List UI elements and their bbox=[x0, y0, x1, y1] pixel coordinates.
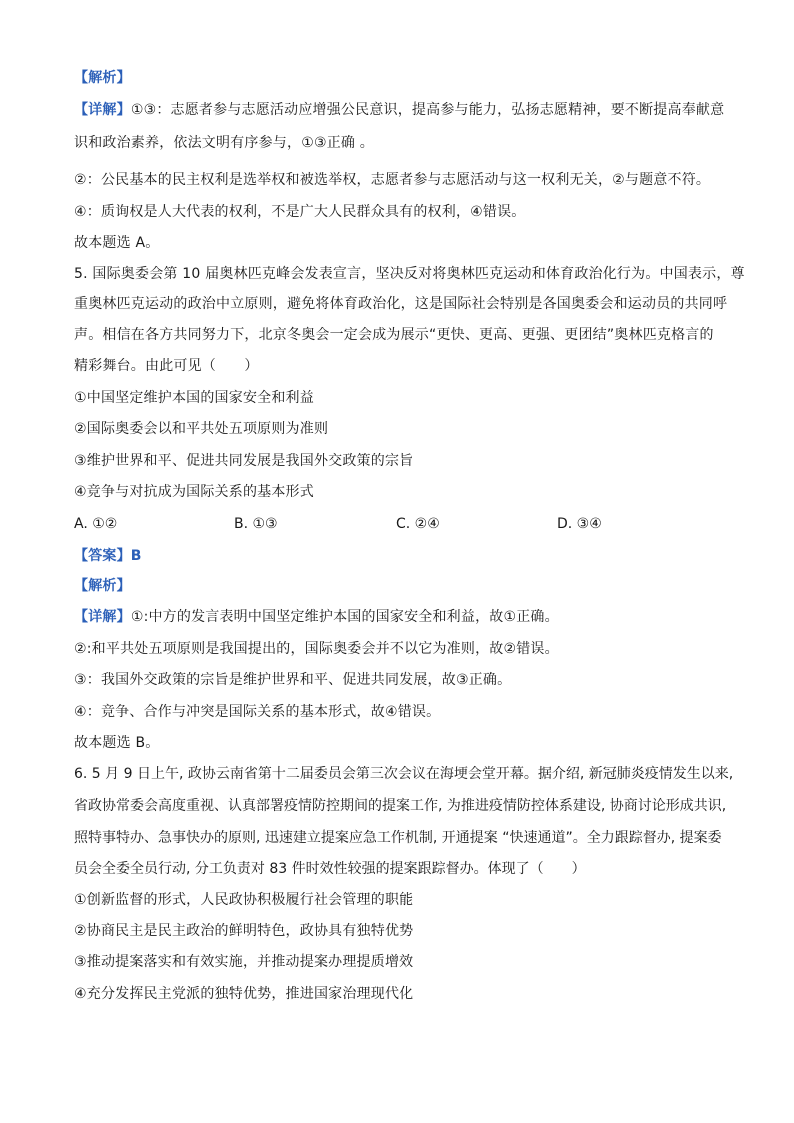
conclusion: 故本题选 A。 bbox=[74, 235, 160, 251]
detail-item-2: ②：公民基本的民主权利是选举权和被选举权，志愿者参与志愿活动与这一权利无关，②与题意不符。 bbox=[74, 172, 711, 188]
q6-statement-3: ③推动提案落实和有效实施，并推动提案办理提质增效 bbox=[74, 954, 414, 970]
question-5-stem: 5. 国际奥委会第 10 届奥林匹克峰会发表宣言，坚决反对将奥林匹克运动和体育政治化行为。中国表示，尊 bbox=[74, 266, 745, 282]
detail-tag: 【详解】 bbox=[74, 102, 131, 118]
statement-1: ①中国坚定维护本国的国家安全和利益 bbox=[74, 390, 314, 406]
detail-q5-line3: ③：我国外交政策的宗旨是维护世界和平、促进共同发展，故③正确。 bbox=[74, 672, 512, 688]
detail-text: ①③：志愿者参与志愿活动应增强公民意识，提高参与能力，弘扬志愿精神，要不断提高奉献意 bbox=[130, 102, 725, 118]
analysis-heading: 【解析】 bbox=[74, 70, 131, 86]
q6-statement-2: ②协商民主是民主政治的鲜明特色，政协具有独特优势 bbox=[74, 923, 414, 939]
option-a: A. ①② bbox=[74, 516, 118, 532]
conclusion-q5: 故本题选 B。 bbox=[74, 735, 160, 751]
q6-statement-1: ①创新监督的形式，人民政协积极履行社会管理的职能 bbox=[74, 892, 414, 908]
detail-q5-line4: ④：竞争、合作与冲突是国际关系的基本形式，故④错误。 bbox=[74, 704, 441, 720]
question-6-stem: 6. 5 月 9 日上午, 政协云南省第十二届委员会第三次会议在海埂会堂开幕。据介绍, 新冠肺炎疫情发生以来, bbox=[74, 766, 734, 782]
detail-tag-q5: 【详解】 bbox=[74, 609, 131, 625]
analysis-heading-q5: 【解析】 bbox=[74, 578, 131, 594]
q6-statement-4: ④充分发挥民主党派的独特优势，推进国家治理现代化 bbox=[74, 986, 414, 1002]
option-d: D. ③④ bbox=[557, 516, 602, 532]
option-c: C. ②④ bbox=[396, 516, 440, 532]
detail-item-4: ④：质询权是人大代表的权利，不是广大人民群众具有的权利，④错误。 bbox=[74, 204, 526, 220]
question-6-stem-line3: 照特事特办、急事快办的原则, 迅速建立提案应急工作机制, 开通提案 “快速通道”。全力跟踪督办, 提案委 bbox=[74, 830, 722, 846]
detail-q5-text1: ①:中方的发言表明中国坚定维护本国的国家安全和利益，故①正确。 bbox=[130, 609, 559, 625]
question-5-stem-line3: 声。相信在各方共同努力下，北京冬奥会一定会成为展示“更快、更高、更强、更团结”奥林匹克格言的 bbox=[74, 327, 714, 343]
detail-q5-line2: ②:和平共处五项原则是我国提出的，国际奥委会并不以它为准则，故②错误。 bbox=[74, 641, 559, 657]
question-6-stem-line2: 省政协常委会高度重视、认真部署疫情防控期间的提案工作, 为推进疫情防控体系建设, 协商讨论形成共识, bbox=[74, 798, 727, 814]
detail-text-continued: 识和政治素养，依法文明有序参与，①③正确 。 bbox=[74, 135, 374, 151]
detail-q5-line1 bbox=[74, 607, 559, 627]
statement-3: ③维护世界和平、促进共同发展是我国外交政策的宗旨 bbox=[74, 453, 414, 469]
question-5-stem-line2: 重奥林匹克运动的政治中立原则，避免将体育政治化，这是国际社会特别是各国奥委会和运动员的共同呼 bbox=[74, 296, 728, 312]
statement-4: ④竞争与对抗成为国际关系的基本形式 bbox=[74, 484, 314, 500]
detail-paragraph-line bbox=[74, 100, 724, 120]
statement-2: ②国际奥委会以和平共处五项原则为准则 bbox=[74, 421, 329, 437]
option-b: B. ①③ bbox=[234, 516, 278, 532]
answer: 【答案】B bbox=[74, 548, 142, 564]
question-6-stem-line4: 员会全委全员行动, 分工负责对 83 件时效性较强的提案跟踪督办。体现了（ ） bbox=[74, 861, 586, 877]
question-5-stem-line4: 精彩舞台。由此可见（ ） bbox=[74, 358, 259, 374]
